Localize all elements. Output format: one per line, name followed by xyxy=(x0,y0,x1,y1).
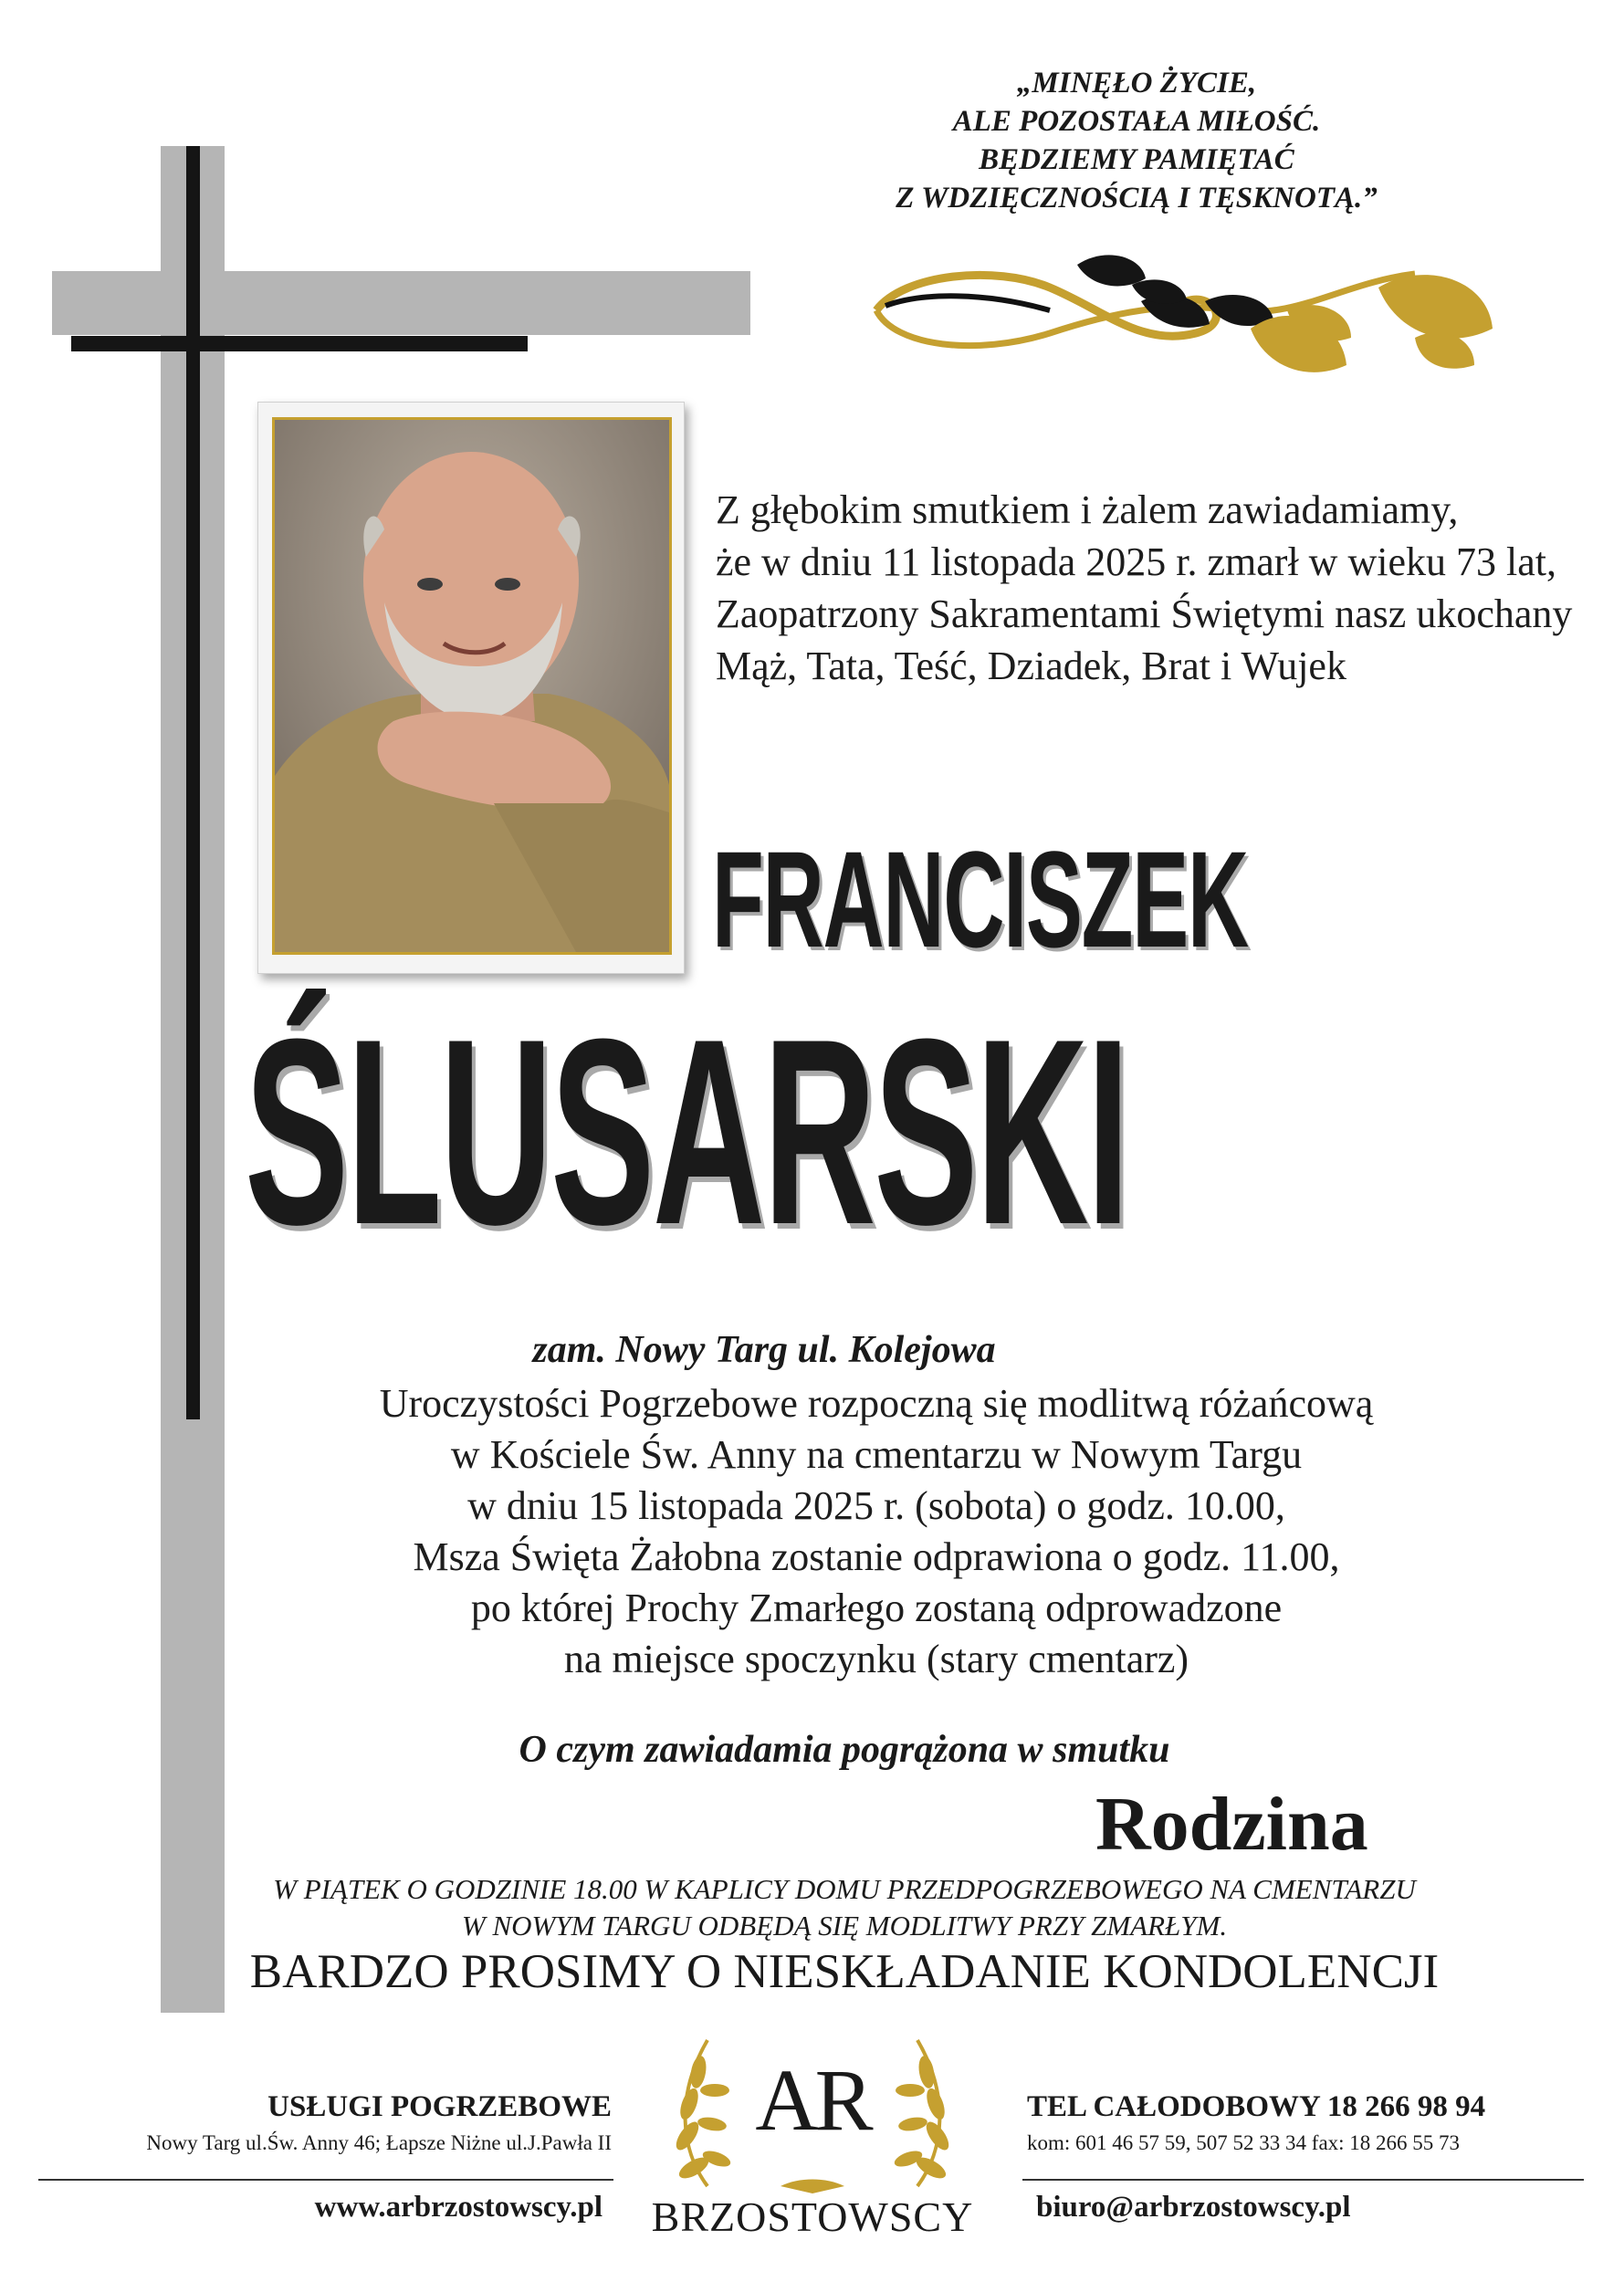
footer-company-title: USŁUGI POGRZEBOWE xyxy=(267,2090,612,2123)
portrait-image-icon xyxy=(275,420,669,952)
prayer-line: W PIĄTEK O GODZINIE 18.00 W KAPLICY DOMU PRZEDPOGRZEBOWEGO NA CMENTARZU xyxy=(273,1873,1416,1905)
funeral-line: w Kościele Św. Anny na cmentarzu w Nowym Targu xyxy=(450,1432,1303,1477)
funeral-line: w dniu 15 listopada 2025 r. (sobota) o godz. 10.00, xyxy=(467,1483,1285,1528)
quote-line: ALE POZOSTAŁA MIŁOŚĆ. xyxy=(952,105,1321,138)
logo-initials: AR xyxy=(755,2051,870,2149)
deceased-address-wrap xyxy=(0,1328,1624,1372)
deceased-address: zam. Nowy Targ ul. Kolejowa xyxy=(532,1329,996,1371)
footer-company-address: Nowy Targ ul.Św. Anny 46; Łapsze Niżne ul.J.Pawła II xyxy=(146,2131,612,2154)
footer-phone-numbers: kom: 601 46 57 59, 507 52 33 34 fax: 18 266 55 73 xyxy=(1027,2131,1461,2154)
leaf-ornament-icon xyxy=(867,246,1506,429)
intro-line: że w dniu 11 listopada 2025 r. zmarł w wieku 73 lat, xyxy=(716,539,1556,584)
prayer-notice xyxy=(183,1871,1506,1944)
cross-black-horizontal xyxy=(71,336,528,351)
logo-company-name: BRZOSTOWSCY xyxy=(651,2193,974,2240)
footer-divider-left xyxy=(38,2179,613,2181)
funeral-line: po której Prochy Zmarłego zostaną odprowadzone xyxy=(470,1586,1283,1630)
intro-line: Mąż, Tata, Teść, Dziadek, Brat i Wujek xyxy=(716,644,1346,688)
quote-line: „MINĘŁO ŻYCIE, xyxy=(1016,67,1257,99)
deceased-first-name: FRANCISZEK xyxy=(712,822,1248,976)
footer-divider-right xyxy=(1022,2179,1584,2181)
condolences-request: BARDZO PROSIMY O NIESKŁADANIE KONDOLENCJI xyxy=(249,1945,1440,1998)
memorial-quote xyxy=(803,64,1470,217)
footer-phone-title: TEL CAŁODOBOWY 18 266 98 94 xyxy=(1027,2090,1486,2123)
quote-line: BĘDZIEMY PAMIĘTAĆ xyxy=(979,143,1294,176)
funeral-line: na miejsce spoczynku (stary cmentarz) xyxy=(563,1637,1189,1681)
intro-line: Zaopatrzony Sakramentami Świętymi nasz ukochany xyxy=(716,591,1573,636)
deceased-last-name: ŚLUSARSKI xyxy=(245,984,1128,1280)
footer-email-link[interactable]: biuro@arbrzostowscy.pl xyxy=(1036,2191,1351,2224)
footer-website-link[interactable]: www.arbrzostowscy.pl xyxy=(314,2191,602,2224)
funeral-line: Uroczystości Pogrzebowe rozpoczną się modlitwą różańcową xyxy=(379,1381,1374,1426)
funeral-details xyxy=(228,1378,1524,1685)
family-signature: Rodzina xyxy=(1095,1782,1368,1867)
intro-line: Z głębokim smutkiem i żalem zawiadamiamy, xyxy=(716,487,1459,532)
cross-grey-horizontal xyxy=(52,271,750,335)
portrait-photo xyxy=(272,417,672,955)
quote-line: Z WDZIĘCZNOŚCIĄ I TĘSKNOTĄ.” xyxy=(896,182,1378,215)
family-intro: O czym zawiadamia pogrążona w smutku xyxy=(519,1729,1170,1771)
announcement-intro xyxy=(716,484,1573,692)
funeral-line: Msza Święta Żałobna zostanie odprawiona o godz. 11.00, xyxy=(413,1534,1340,1579)
prayer-line: W NOWYM TARGU ODBĘDĄ SIĘ MODLITWY PRZY ZMARŁYM. xyxy=(461,1910,1228,1942)
